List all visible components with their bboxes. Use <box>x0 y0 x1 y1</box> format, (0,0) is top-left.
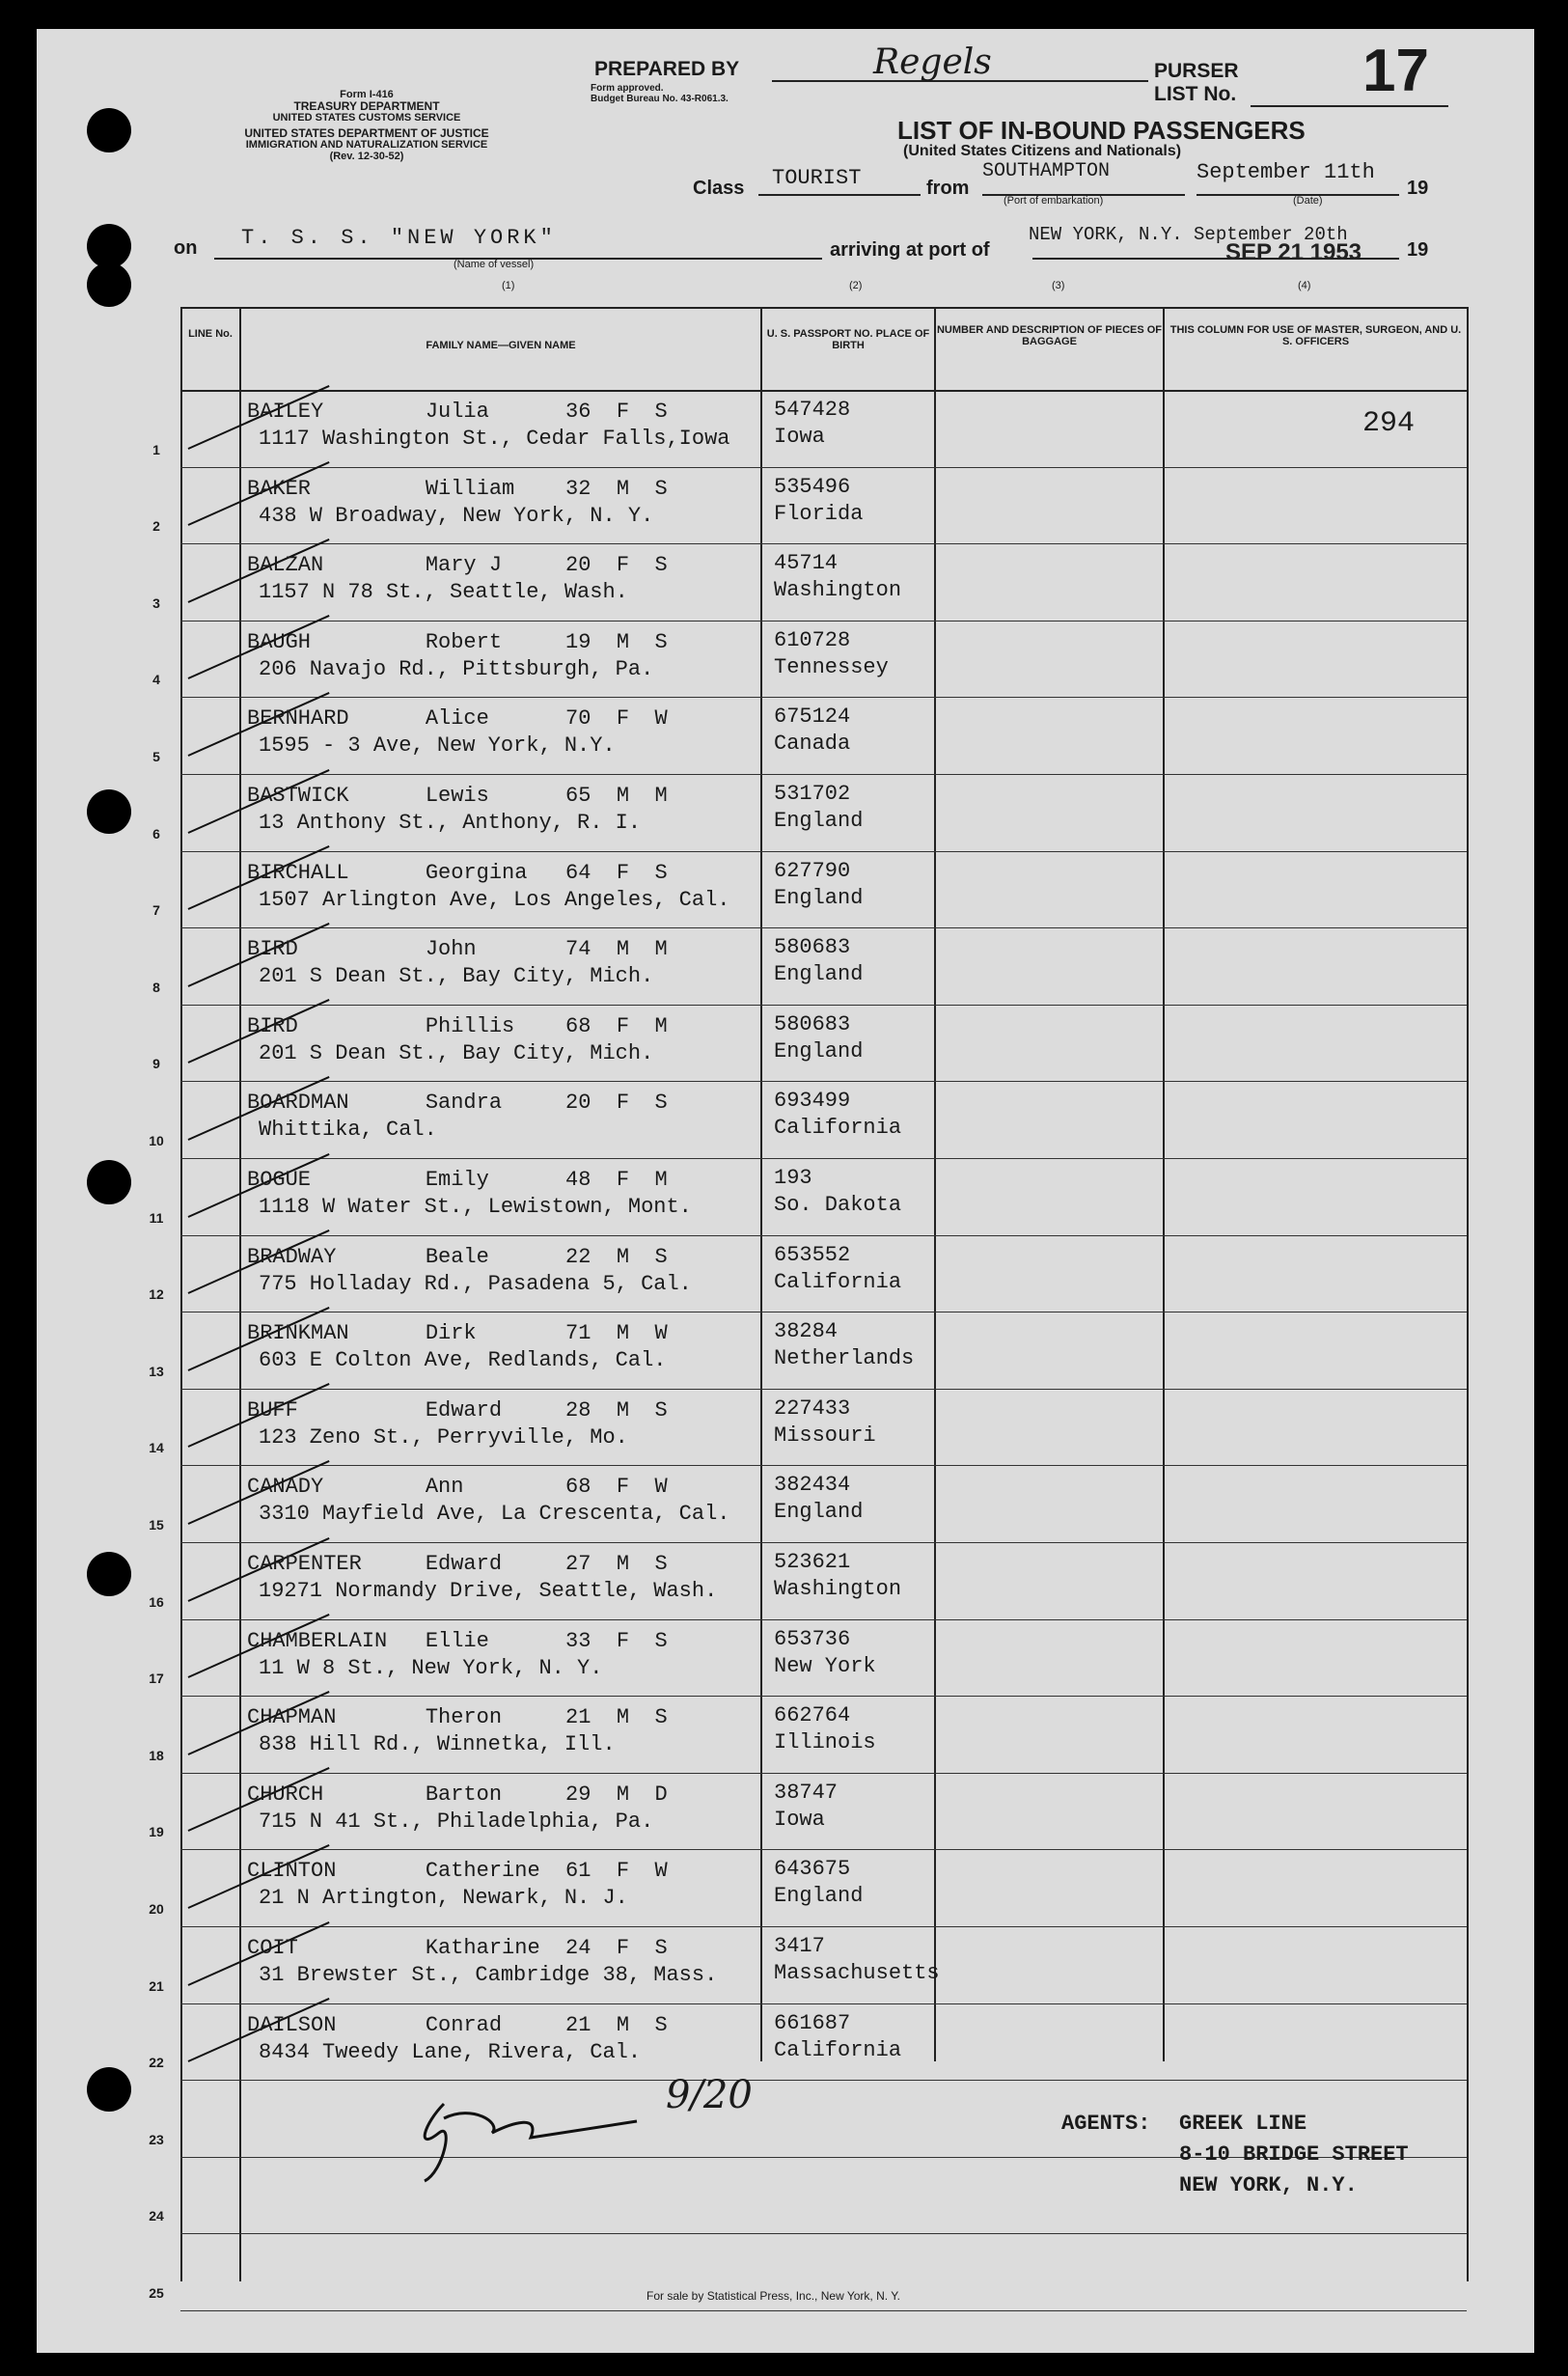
budget-bureau: Budget Bureau No. 43-R061.3. <box>591 94 729 104</box>
passenger-address: 21 N Artington, Newark, N. J. <box>259 1886 628 1911</box>
prepared-by-signature: Regels <box>873 42 992 82</box>
row-divider <box>180 1542 1467 1543</box>
passenger-address: 3310 Mayfield Ave, La Crescenta, Cal. <box>259 1502 730 1527</box>
line-number: 24 <box>149 2208 164 2224</box>
column-num-1: (1) <box>502 280 515 291</box>
col-line-no-divider <box>239 307 241 2281</box>
line-number: 23 <box>149 2131 164 2147</box>
agents-line-1: GREEK LINE <box>1179 2112 1307 2136</box>
signature-date-note: 9/20 <box>666 2073 753 2117</box>
vessel-caption: (Name of vessel) <box>454 259 535 270</box>
line-number: 12 <box>149 1286 164 1303</box>
header-line-no: LINE No. <box>188 328 233 340</box>
row-divider <box>180 543 1467 544</box>
place-of-birth: Canada <box>774 732 851 757</box>
date-value: September 11th <box>1197 160 1375 184</box>
year-prefix-2: 19 <box>1407 239 1429 261</box>
line-number: 13 <box>149 1363 164 1379</box>
passport-number: 675124 <box>774 705 851 730</box>
passport-number: 610728 <box>774 627 851 652</box>
passport-number: 547428 <box>774 398 851 422</box>
place-of-birth: Illinois <box>774 1730 876 1755</box>
place-of-birth: England <box>774 962 864 987</box>
year-prefix: 19 <box>1407 178 1429 199</box>
col-name-divider <box>760 307 762 2061</box>
place-of-birth: New York <box>774 1653 876 1678</box>
passport-number: 38747 <box>774 1780 839 1805</box>
row-divider <box>180 1926 1467 1927</box>
passenger-name: DAILSON Conrad 21 M S <box>247 2012 668 2037</box>
passenger-address: 1117 Washington St., Cedar Falls,Iowa <box>259 427 730 451</box>
line-number: 6 <box>152 825 160 842</box>
column-num-2: (2) <box>849 280 863 291</box>
passenger-address: Whittika, Cal. <box>259 1118 437 1143</box>
passenger-address: 201 S Dean St., Bay City, Mich. <box>259 964 654 989</box>
date-caption: (Date) <box>1293 195 1323 207</box>
vessel-name: T. S. S. "NEW YORK" <box>241 226 557 250</box>
place-of-birth: Iowa <box>774 1807 825 1832</box>
col-passport-divider <box>934 307 936 2061</box>
table-left-border <box>180 307 182 2281</box>
passenger-address: 838 Hill Rd., Winnetka, Ill. <box>259 1732 616 1757</box>
passenger-address: 11 W 8 St., New York, N. Y. <box>259 1655 603 1680</box>
passenger-name: CLINTON Catherine 61 F W <box>247 1859 668 1884</box>
place-of-birth: Missouri <box>774 1423 876 1448</box>
line-number: 7 <box>152 902 160 919</box>
punch-hole <box>87 789 131 834</box>
place-of-birth: Tennessey <box>774 654 889 679</box>
line-number: 20 <box>149 1901 164 1917</box>
header-officers: THIS COLUMN FOR USE OF MASTER, SURGEON, AND U. S. OFFICERS <box>1169 324 1462 347</box>
form-header-block <box>164 89 569 162</box>
place-of-birth: Iowa <box>774 425 825 449</box>
agents-line-2: 8-10 BRIDGE STREET <box>1179 2142 1409 2167</box>
table-top-border <box>180 307 1467 309</box>
punch-hole <box>87 1160 131 1204</box>
arrival-date-stamp: SEP 21 1953 <box>1225 239 1362 265</box>
dept-ins: IMMIGRATION AND NATURALIZATION SERVICE <box>245 139 488 151</box>
passenger-name: CHURCH Barton 29 M D <box>247 1782 668 1807</box>
line-number: 9 <box>152 1056 160 1072</box>
passenger-address: 201 S Dean St., Bay City, Mich. <box>259 1040 654 1065</box>
line-number: 17 <box>149 1671 164 1687</box>
form-revision: (Rev. 12-30-52) <box>329 151 404 162</box>
page-subtitle: (United States Citizens and Nationals) <box>903 143 1182 159</box>
passport-number: 662764 <box>774 1703 851 1728</box>
class-label: Class <box>693 178 745 199</box>
line-number: 4 <box>152 672 160 688</box>
passport-number: 653736 <box>774 1626 851 1651</box>
row-divider <box>180 1389 1467 1390</box>
purser-label: PURSER <box>1154 60 1239 82</box>
col-baggage-divider <box>1163 307 1165 2061</box>
list-no-label: LIST No. <box>1154 83 1237 105</box>
passport-number: 38284 <box>774 1319 839 1344</box>
row-divider <box>180 2080 1467 2081</box>
passenger-name: CANADY Ann 68 F W <box>247 1475 668 1500</box>
passenger-name: BUFF Edward 28 M S <box>247 1397 668 1423</box>
passport-number: 653552 <box>774 1242 851 1267</box>
prepared-by-label: PREPARED BY <box>594 58 740 80</box>
row-divider <box>180 621 1467 622</box>
passenger-address: 123 Zeno St., Perryville, Mo. <box>259 1424 628 1450</box>
passenger-name: BALZAN Mary J 20 F S <box>247 553 668 578</box>
place-of-birth: So. Dakota <box>774 1193 902 1217</box>
line-number: 3 <box>152 594 160 611</box>
passenger-address: 8434 Tweedy Lane, Rivera, Cal. <box>259 2039 642 2064</box>
arriving-label: arriving at port of <box>830 239 990 261</box>
line-number: 2 <box>152 518 160 535</box>
place-of-birth: Washington <box>774 578 902 603</box>
class-value: TOURIST <box>772 166 862 190</box>
dept-customs: UNITED STATES CUSTOMS SERVICE <box>272 112 461 124</box>
passenger-name: CARPENTER Edward 27 M S <box>247 1552 668 1576</box>
row-divider <box>180 1849 1467 1850</box>
passenger-name: BAILEY Julia 36 F S <box>247 400 668 424</box>
passport-number: 523621 <box>774 1550 851 1574</box>
on-label: on <box>174 237 198 259</box>
place-of-birth: England <box>774 1038 864 1064</box>
line-number: 16 <box>149 1593 164 1610</box>
from-label: from <box>926 178 970 199</box>
passport-number: 661687 <box>774 2010 851 2035</box>
row-divider <box>180 1005 1467 1006</box>
row-divider <box>180 774 1467 775</box>
place-of-birth: California <box>774 1269 902 1294</box>
passport-number: 643675 <box>774 1857 851 1882</box>
row-divider <box>180 2233 1467 2234</box>
row-divider <box>180 467 1467 468</box>
row-divider <box>180 2310 1467 2311</box>
row-divider <box>180 851 1467 852</box>
line-number: 25 <box>149 2285 164 2301</box>
place-of-birth: Washington <box>774 1577 902 1601</box>
line-number: 1 <box>152 441 160 457</box>
port-embarkation-caption: (Port of embarkation) <box>1004 195 1104 207</box>
from-value: SOUTHAMPTON <box>982 160 1111 182</box>
class-underline <box>758 193 921 196</box>
passenger-name: CHAMBERLAIN Ellie 33 F S <box>247 1628 668 1653</box>
header-passport: U. S. PASSPORT NO. PLACE OF BIRTH <box>766 328 930 351</box>
passport-number: 627790 <box>774 858 851 883</box>
row-divider <box>180 697 1467 698</box>
row-divider <box>180 1696 1467 1697</box>
row-divider <box>180 927 1467 928</box>
form-approved: Form approved. <box>591 83 664 94</box>
passenger-name: BASTWICK Lewis 65 M M <box>247 784 668 808</box>
column-num-3: (3) <box>1052 280 1065 291</box>
passport-number: 535496 <box>774 474 851 499</box>
passport-number: 382434 <box>774 1473 851 1498</box>
arriving-value: NEW YORK, N.Y. September 20th <box>1029 224 1348 245</box>
passenger-address: 19271 Normandy Drive, Seattle, Wash. <box>259 1579 718 1603</box>
line-number: 19 <box>149 1824 164 1840</box>
passenger-address: 1595 - 3 Ave, New York, N.Y. <box>259 733 616 759</box>
place-of-birth: Netherlands <box>774 1346 915 1371</box>
passenger-address: 438 W Broadway, New York, N. Y. <box>259 503 654 528</box>
passenger-address: 1157 N 78 St., Seattle, Wash. <box>259 580 628 605</box>
header-family-name: FAMILY NAME—GIVEN NAME <box>426 340 576 351</box>
passenger-name: COIT Katharine 24 F S <box>247 1936 668 1960</box>
passenger-address: 13 Anthony St., Anthony, R. I. <box>259 811 642 835</box>
place-of-birth: England <box>774 1884 864 1909</box>
passenger-address: 1118 W Water St., Lewistown, Mont. <box>259 1195 692 1219</box>
passenger-name: BRADWAY Beale 22 M S <box>247 1244 668 1269</box>
table-right-border <box>1467 307 1469 2281</box>
place-of-birth: England <box>774 1500 864 1525</box>
line-number: 18 <box>149 1747 164 1763</box>
passport-number: 580683 <box>774 935 851 960</box>
line-number: 8 <box>152 979 160 995</box>
passenger-address: 1507 Arlington Ave, Los Angeles, Cal. <box>259 887 730 912</box>
table-header-border <box>180 390 1467 392</box>
place-of-birth: Florida <box>774 501 864 526</box>
passport-number: 227433 <box>774 1395 851 1421</box>
passport-number: 580683 <box>774 1011 851 1036</box>
row-divider <box>180 1773 1467 1774</box>
dept-justice: UNITED STATES DEPARTMENT OF JUSTICE <box>244 126 489 140</box>
row-divider <box>180 1619 1467 1620</box>
passenger-address: 775 Holladay Rd., Pasadena 5, Cal. <box>259 1271 692 1296</box>
passenger-name: BOGUE Emily 48 F M <box>247 1168 668 1192</box>
line-number: 10 <box>149 1133 164 1148</box>
passenger-address: 715 N 41 St., Philadelphia, Pa. <box>259 1809 654 1834</box>
line-number: 21 <box>149 1977 164 1994</box>
header-baggage: NUMBER AND DESCRIPTION OF PIECES OF BAGGAGE <box>936 324 1163 347</box>
place-of-birth: Massachusetts <box>774 1961 940 1985</box>
line-number: 14 <box>149 1440 164 1456</box>
line-number: 22 <box>149 2055 164 2071</box>
passenger-address: 206 Navajo Rd., Pittsburgh, Pa. <box>259 656 654 681</box>
passenger-name: BIRD John 74 M M <box>247 937 668 962</box>
passport-number: 45714 <box>774 551 839 576</box>
dept-treasury: TREASURY DEPARTMENT <box>293 99 440 113</box>
place-of-birth: England <box>774 885 864 910</box>
passenger-address: 603 E Colton Ave, Redlands, Cal. <box>259 1348 667 1373</box>
agents-line-3: NEW YORK, N.Y. <box>1179 2173 1358 2197</box>
column-num-4: (4) <box>1298 280 1311 291</box>
passenger-name: BERNHARD Alice 70 F W <box>247 706 668 732</box>
line-number: 11 <box>149 1209 164 1226</box>
passenger-name: BRINKMAN Dirk 71 M W <box>247 1321 668 1346</box>
line-number: 15 <box>149 1517 164 1533</box>
row-divider <box>180 1081 1467 1082</box>
passenger-name: BIRCHALL Georgina 64 F S <box>247 860 668 885</box>
punch-hole <box>87 108 131 152</box>
form-number: Form I-416 <box>340 89 394 100</box>
row-divider <box>180 1158 1467 1159</box>
footer-printer: For sale by Statistical Press, Inc., New York, N. Y. <box>646 2289 900 2303</box>
list-number: 17 <box>1362 38 1429 104</box>
agents-label: AGENTS: <box>1061 2112 1151 2136</box>
officer-note: 294 <box>1362 407 1416 440</box>
row-divider <box>180 1465 1467 1466</box>
passenger-name: BAUGH Robert 19 M S <box>247 629 668 654</box>
passenger-name: BIRD Phillis 68 F M <box>247 1013 668 1038</box>
passenger-name: BAKER William 32 M S <box>247 476 668 501</box>
passport-number: 693499 <box>774 1089 851 1114</box>
punch-hole <box>87 262 131 307</box>
row-divider <box>180 2003 1467 2004</box>
punch-hole <box>87 1552 131 1596</box>
line-number: 5 <box>152 749 160 764</box>
place-of-birth: England <box>774 809 864 833</box>
passenger-address: 31 Brewster St., Cambridge 38, Mass. <box>259 1963 718 1987</box>
passport-number: 3417 <box>774 1934 825 1958</box>
page-title: LIST OF IN-BOUND PASSENGERS <box>897 116 1306 145</box>
place-of-birth: California <box>774 2037 902 2062</box>
passport-number: 193 <box>774 1166 812 1190</box>
passenger-name: BOARDMAN Sandra 20 F S <box>247 1091 668 1116</box>
passenger-name: CHAPMAN Theron 21 M S <box>247 1705 668 1730</box>
row-divider <box>180 1235 1467 1236</box>
passport-number: 531702 <box>774 782 851 806</box>
place-of-birth: California <box>774 1116 902 1141</box>
punch-hole <box>87 2067 131 2112</box>
